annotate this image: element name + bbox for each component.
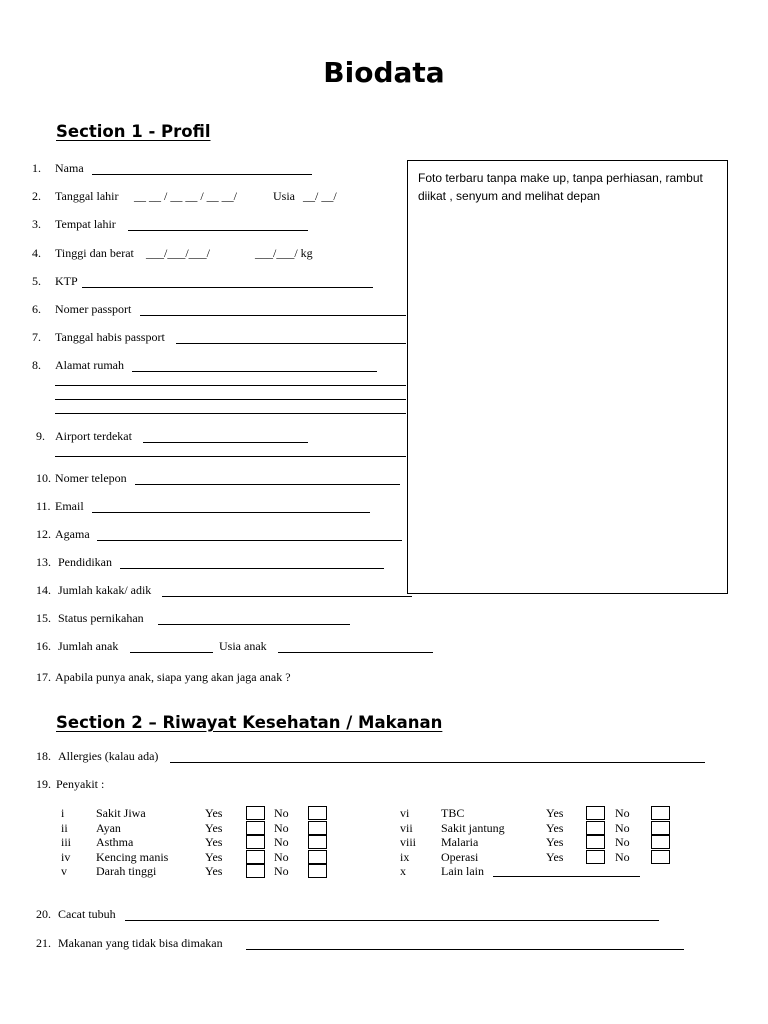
field-label: Tanggal lahir: [55, 189, 119, 203]
disease-number: viii: [400, 835, 417, 849]
field-label: Alamat rumah: [55, 358, 124, 372]
field-label: Apabila punya anak, siapa yang akan jaga anak ?: [55, 670, 291, 684]
yes-label: Yes: [205, 850, 223, 864]
item-number: 10.: [36, 471, 51, 485]
yes-label: Yes: [546, 850, 564, 864]
item-number: 3.: [32, 217, 41, 231]
field-label: Tinggi dan berat: [55, 246, 134, 260]
disease-number: iv: [61, 850, 71, 864]
telepon-input-line[interactable]: [135, 484, 400, 485]
field-label: Penyakit :: [56, 777, 105, 791]
item-number: 20.: [36, 907, 51, 921]
item-number: 5.: [32, 274, 41, 288]
item-number: 12.: [36, 527, 51, 541]
no-label: No: [615, 821, 630, 835]
field-label: Airport terdekat: [55, 429, 132, 443]
disease-number: ix: [400, 850, 410, 864]
no-checkbox[interactable]: [651, 850, 670, 864]
airport-input-line-2[interactable]: [55, 456, 406, 457]
item-number: 6.: [32, 302, 41, 316]
no-label: No: [274, 864, 289, 878]
disease-name: Sakit Jiwa: [96, 806, 146, 820]
alamat-input-line-4[interactable]: [55, 413, 406, 414]
airport-input-line[interactable]: [143, 442, 308, 443]
item-number: 9.: [36, 429, 45, 443]
disease-number: vi: [400, 806, 410, 820]
field-label: Jumlah kakak/ adik: [58, 583, 152, 597]
yes-checkbox[interactable]: [586, 835, 605, 849]
usia-anak-label: Usia anak: [219, 639, 267, 653]
disease-number: v: [61, 864, 67, 878]
disease-name: Darah tinggi: [96, 864, 157, 878]
yes-label: Yes: [205, 835, 223, 849]
item-number: 17.: [36, 670, 51, 684]
item-number: 16.: [36, 639, 51, 653]
section-1-heading: Section 1 - Profil: [56, 122, 211, 141]
disease-number: iii: [61, 835, 72, 849]
disease-name: TBC: [441, 806, 465, 820]
section-2-heading: Section 2 – Riwayat Kesehatan / Makanan: [56, 713, 443, 732]
field-label: Pendidikan: [58, 555, 112, 569]
field-label: Allergies (kalau ada): [58, 749, 159, 763]
no-checkbox[interactable]: [651, 806, 670, 820]
no-checkbox[interactable]: [651, 821, 670, 835]
field-label: Cacat tubuh: [58, 907, 116, 921]
agama-input-line[interactable]: [97, 540, 402, 541]
item-number: 18.: [36, 749, 51, 763]
item-number: 14.: [36, 583, 51, 597]
kakak-adik-input-line[interactable]: [162, 596, 412, 597]
field-label: Nama: [55, 161, 84, 175]
disease-number: i: [61, 806, 65, 820]
disease-row: [0, 806, 768, 820]
field-label: Agama: [55, 527, 90, 541]
ktp-input-line[interactable]: [82, 287, 373, 288]
disease-number: ii: [61, 821, 68, 835]
no-label: No: [615, 806, 630, 820]
item-number: 1.: [32, 161, 41, 175]
field-label: Jumlah anak: [58, 639, 119, 653]
age-label: Usia: [273, 189, 295, 203]
disease-row: [0, 864, 768, 878]
jumlah-anak-input-line[interactable]: [130, 652, 213, 653]
item-number: 13.: [36, 555, 51, 569]
alamat-input-line-3[interactable]: [55, 399, 406, 400]
status-pernikahan-input-line[interactable]: [158, 624, 350, 625]
field-label: Email: [55, 499, 84, 513]
weight-blank[interactable]: ___/___/ kg: [255, 246, 313, 260]
disease-name: Lain lain: [441, 864, 484, 878]
lain-lain-input-line[interactable]: [493, 876, 640, 877]
disease-name: Sakit jantung: [441, 821, 505, 835]
allergies-input-line[interactable]: [170, 762, 705, 763]
yes-label: Yes: [205, 821, 223, 835]
disease-name: Asthma: [96, 835, 134, 849]
disease-number: x: [400, 864, 406, 878]
item-number: 19.: [36, 777, 51, 791]
disease-row: [0, 835, 768, 849]
page-title: Biodata: [323, 56, 445, 89]
alamat-input-line-2[interactable]: [55, 385, 406, 386]
pendidikan-input-line[interactable]: [120, 568, 384, 569]
yes-checkbox[interactable]: [586, 821, 605, 835]
no-label: No: [615, 850, 630, 864]
yes-label: Yes: [546, 835, 564, 849]
item-number: 15.: [36, 611, 51, 625]
item-number: 11.: [36, 499, 51, 513]
disease-row: [0, 850, 768, 864]
field-label: Status pernikahan: [58, 611, 144, 625]
passport-input-line[interactable]: [140, 315, 406, 316]
cacat-tubuh-input-line[interactable]: [125, 920, 659, 921]
passport-expiry-input-line[interactable]: [176, 343, 406, 344]
yes-label: Yes: [546, 821, 564, 835]
disease-name: Malaria: [441, 835, 479, 849]
alamat-input-line[interactable]: [132, 371, 377, 372]
field-label: Nomer telepon: [55, 471, 127, 485]
yes-checkbox[interactable]: [586, 850, 605, 864]
no-label: No: [615, 835, 630, 849]
usia-anak-input-line[interactable]: [278, 652, 433, 653]
no-label: No: [274, 835, 289, 849]
nama-input-line[interactable]: [92, 174, 312, 175]
item-number: 2.: [32, 189, 41, 203]
makanan-input-line[interactable]: [246, 949, 684, 950]
tempat-lahir-input-line[interactable]: [128, 230, 308, 231]
item-number: 8.: [32, 358, 41, 372]
disease-table: [0, 806, 768, 881]
disease-name: Kencing manis: [96, 850, 169, 864]
disease-row: [0, 821, 768, 835]
no-checkbox[interactable]: [651, 835, 670, 849]
date-blank[interactable]: __ __ / __ __ / __ __/: [134, 189, 238, 203]
yes-label: Yes: [546, 806, 564, 820]
field-label: Tempat lahir: [55, 217, 116, 231]
height-blank[interactable]: ___/___/___/: [146, 246, 211, 260]
disease-number: vii: [400, 821, 413, 835]
item-number: 21.: [36, 936, 51, 950]
yes-checkbox[interactable]: [586, 806, 605, 820]
disease-name: Operasi: [441, 850, 479, 864]
photo-box[interactable]: [407, 160, 728, 594]
disease-name: Ayan: [96, 821, 121, 835]
photo-instructions: Foto terbaru tanpa make up, tanpa perhiasan, rambut diikat , senyum and melihat depan: [418, 171, 703, 203]
field-label: Tanggal habis passport: [55, 330, 165, 344]
yes-label: Yes: [205, 806, 223, 820]
no-label: No: [274, 821, 289, 835]
field-label: Nomer passport: [55, 302, 132, 316]
no-label: No: [274, 806, 289, 820]
field-label: KTP: [55, 274, 78, 288]
item-number: 4.: [32, 246, 41, 260]
item-number: 7.: [32, 330, 41, 344]
field-label: Makanan yang tidak bisa dimakan: [58, 936, 223, 950]
age-blank[interactable]: __/ __/: [303, 189, 337, 203]
yes-label: Yes: [205, 864, 223, 878]
no-label: No: [274, 850, 289, 864]
email-input-line[interactable]: [92, 512, 370, 513]
